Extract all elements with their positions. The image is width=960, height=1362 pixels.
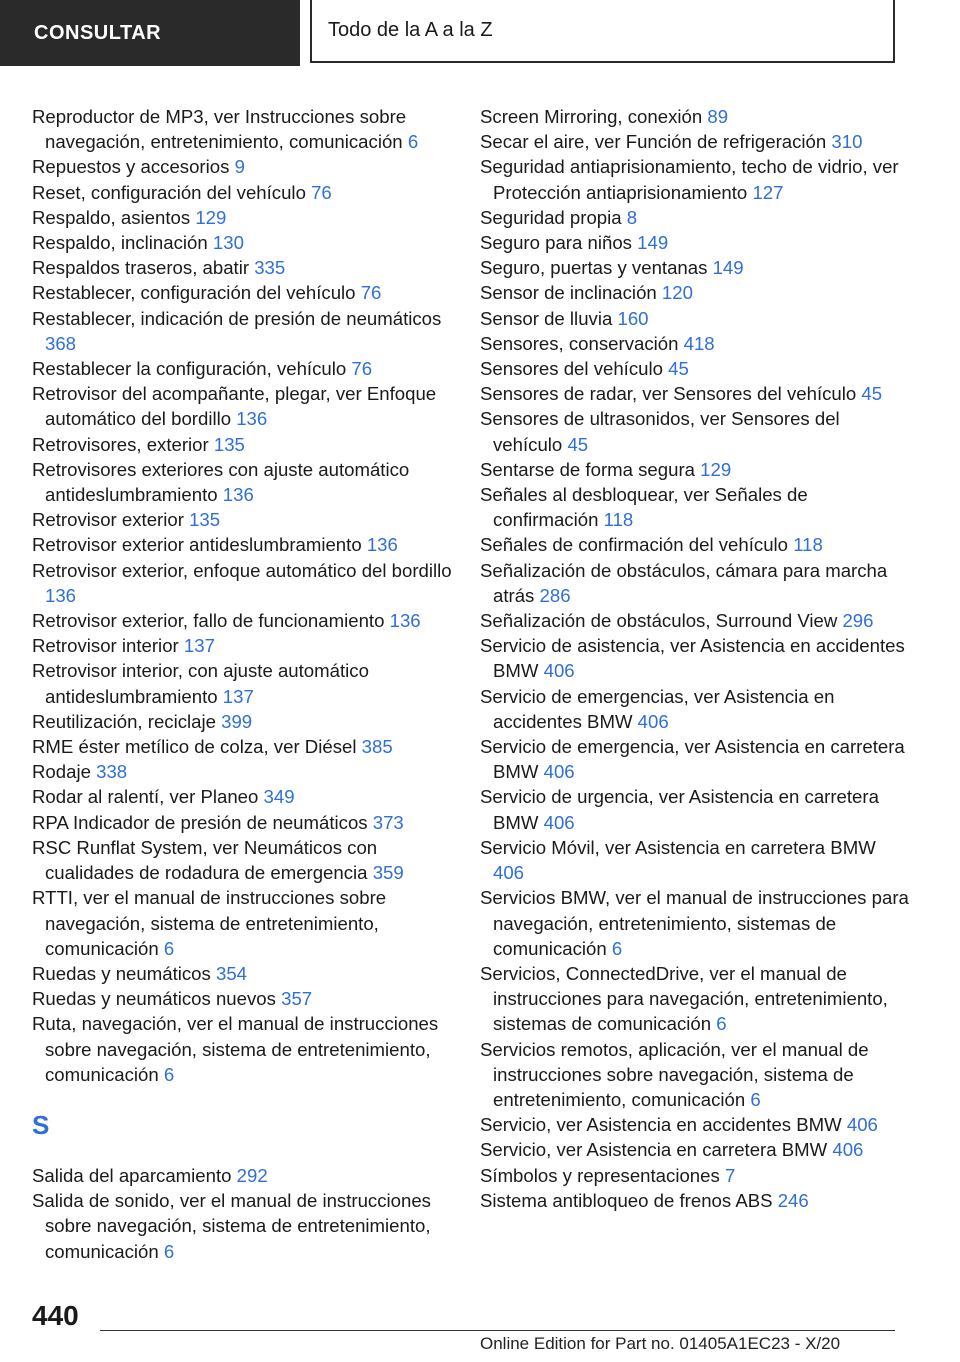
index-entry xyxy=(32,986,452,1011)
page-link[interactable]: 149 xyxy=(637,232,669,254)
index-entry-text: Servicio Móvil, ver Asistencia en carretera BMW xyxy=(480,836,876,858)
page-link[interactable]: 8 xyxy=(626,206,638,228)
index-entry xyxy=(32,532,452,557)
index-entry xyxy=(32,306,452,356)
index-entry-text: Símbolos y representaciones xyxy=(480,1164,720,1186)
index-entry-text: Sentarse de forma segura xyxy=(480,458,695,480)
page-link[interactable]: 76 xyxy=(360,282,382,304)
index-entry-text: Reset, configuración del vehículo xyxy=(32,181,306,203)
page-link[interactable]: 406 xyxy=(832,1139,864,1161)
index-entry xyxy=(32,280,452,305)
edition-note: Online Edition for Part no. 01405A1EC23 - X/20 xyxy=(480,1334,841,1353)
index-entry xyxy=(32,961,452,986)
index-entry xyxy=(480,129,910,154)
index-entry xyxy=(32,1011,452,1087)
index-entry-text: Reutilización, reciclaje xyxy=(32,710,216,732)
index-entry-text: Salida del aparcamiento xyxy=(32,1164,232,1186)
index-entry xyxy=(32,356,452,381)
page-link[interactable]: 136 xyxy=(222,484,254,506)
index-entry-text: Repuestos y accesorios xyxy=(32,156,230,178)
page-link[interactable]: 406 xyxy=(493,862,525,884)
index-entry xyxy=(480,154,910,204)
index-entry-text: Sensores del vehículo xyxy=(480,358,663,380)
index-entry xyxy=(32,784,452,809)
index-entry xyxy=(480,406,910,456)
page-link[interactable]: 6 xyxy=(716,1013,727,1035)
page-link[interactable]: 120 xyxy=(661,282,693,304)
page-link[interactable]: 406 xyxy=(543,761,575,783)
index-entry xyxy=(480,734,910,784)
index-entry xyxy=(32,432,452,457)
index-list-r xyxy=(32,104,452,1087)
page-link[interactable]: 6 xyxy=(407,131,419,153)
page-link[interactable]: 418 xyxy=(683,332,715,354)
index-entry xyxy=(32,810,452,835)
page-link[interactable]: 76 xyxy=(311,181,332,203)
index-entry xyxy=(32,457,452,507)
page-link[interactable]: 292 xyxy=(236,1164,268,1186)
page-link[interactable]: 45 xyxy=(668,358,689,380)
index-entry-text: Retrovisor exterior antideslumbramiento xyxy=(32,534,362,556)
index-entry-text: RPA Indicador de presión de neumáticos xyxy=(32,811,368,833)
index-entry-text: Servicios, ConnectedDrive, ver el manual de instrucciones para navegación, entretenimiento, sistemas de comunicación xyxy=(480,962,888,1035)
index-entry-text: Ruedas y neumáticos nuevos xyxy=(32,988,276,1010)
index-entry-text: RTTI, ver el manual de instrucciones sobre navegación, sistema de entretenimiento, comunicación xyxy=(32,887,387,959)
index-entry-text: Secar el aire, ver Función de refrigeración xyxy=(480,131,827,153)
index-entry-text: Servicio de emergencias, ver Asistencia en accidentes BMW xyxy=(480,685,835,732)
index-entry xyxy=(480,230,910,255)
index-entry xyxy=(32,1163,452,1188)
page-link[interactable]: 373 xyxy=(372,811,404,833)
index-entry xyxy=(32,658,452,708)
index-entry xyxy=(480,961,910,1037)
index-entry xyxy=(32,205,452,230)
index-entry-text: Seguro para niños xyxy=(480,232,632,254)
index-entry xyxy=(32,104,452,154)
index-entry-text: Sensor de inclinación xyxy=(480,282,657,304)
index-entry xyxy=(32,558,452,608)
index-entry xyxy=(32,759,452,784)
index-entry xyxy=(480,608,910,633)
index-entry xyxy=(480,835,910,885)
page-link[interactable]: 137 xyxy=(183,635,215,657)
page-link[interactable]: 357 xyxy=(281,988,313,1010)
page-link[interactable]: 136 xyxy=(236,408,268,430)
index-entry xyxy=(480,482,910,532)
footer-rule xyxy=(100,1330,895,1331)
index-entry xyxy=(32,885,452,961)
index-entry-text: Retrovisor exterior, enfoque automático del bordillo xyxy=(32,559,452,581)
page-link[interactable]: 118 xyxy=(793,534,823,556)
index-entry xyxy=(32,507,452,532)
index-entry-text: Retrovisor exterior xyxy=(32,509,184,531)
page-link[interactable]: 286 xyxy=(539,584,571,606)
index-entry-text: Señales al desbloquear, ver Señales de confirmación xyxy=(480,484,808,531)
index-entry-text: Respaldos traseros, abatir xyxy=(32,257,250,279)
index-entry-text: Servicio de asistencia, ver Asistencia en accidentes BMW xyxy=(480,635,905,682)
index-entry-text: Screen Mirroring, conexión xyxy=(480,106,703,127)
index-entry xyxy=(480,381,910,406)
index-entry-text: Ruta, navegación, ver el manual de instrucciones sobre navegación, sistema de entretenimiento, comunicación xyxy=(32,1013,439,1085)
index-column-right xyxy=(480,104,910,1213)
index-entry xyxy=(480,457,910,482)
index-entry-text: Servicio, ver Asistencia en carretera BMW xyxy=(480,1139,828,1161)
page-link[interactable]: 136 xyxy=(389,610,421,632)
index-entry-text: Reproductor de MP3, ver Instrucciones sobre navegación, entretenimiento, comunicación xyxy=(32,106,407,153)
index-entry-text: Rodar al ralentí, ver Planeo xyxy=(32,786,259,808)
index-list-s-continued xyxy=(480,104,910,1213)
index-entry xyxy=(32,230,452,255)
index-entry xyxy=(480,331,910,356)
page-link[interactable]: 9 xyxy=(234,156,245,178)
page-link[interactable]: 335 xyxy=(254,257,286,279)
page-link[interactable]: 149 xyxy=(712,257,744,279)
index-entry xyxy=(480,558,910,608)
index-entry xyxy=(480,356,910,381)
section-letter: S xyxy=(32,1109,50,1140)
page-header xyxy=(0,0,960,66)
index-entry-text: Sensor de lluvia xyxy=(480,307,613,329)
index-entry-text: Señalización de obstáculos, Surround View xyxy=(480,610,838,632)
index-entry-text: Retrovisores exteriores con ajuste automático antideslumbramiento xyxy=(32,458,410,506)
index-entry xyxy=(480,104,910,129)
index-entry-text: Restablecer, configuración del vehículo xyxy=(32,282,356,304)
index-entry xyxy=(32,734,452,759)
page-link[interactable]: 45 xyxy=(567,433,589,455)
page-link[interactable]: 76 xyxy=(351,358,373,380)
page-link[interactable]: 6 xyxy=(163,937,175,959)
index-entry-text: Seguridad antiaprisionamiento, techo de vidrio, ver Protección antiaprisionamiento xyxy=(480,156,899,203)
page-link[interactable]: 45 xyxy=(861,383,883,405)
index-entry xyxy=(32,255,452,280)
page-link[interactable]: 136 xyxy=(366,534,398,556)
index-entry xyxy=(480,532,910,557)
page-link[interactable]: 7 xyxy=(724,1164,736,1186)
page-link[interactable]: 406 xyxy=(846,1114,878,1136)
page-link[interactable]: 6 xyxy=(611,937,623,959)
page-link[interactable]: 310 xyxy=(831,131,863,153)
index-entry-text: Sistema antibloqueo de frenos ABS xyxy=(480,1189,773,1211)
page-link[interactable]: 246 xyxy=(777,1189,809,1211)
index-entry xyxy=(32,608,452,633)
index-entry xyxy=(32,381,452,431)
index-entry xyxy=(480,1037,910,1113)
page-link[interactable]: 385 xyxy=(361,736,393,758)
index-entry-text: Rodaje xyxy=(32,761,91,783)
page-link[interactable]: 136 xyxy=(45,584,77,606)
index-entry xyxy=(480,1188,910,1213)
index-entry xyxy=(480,784,910,834)
index-entry-text: Retrovisor del acompañante, plegar, ver Enfoque automático del bordillo xyxy=(32,383,437,430)
index-entry xyxy=(480,306,910,331)
index-entry-text: Servicios remotos, aplicación, ver el manual de instrucciones sobre navegación, sistema de entretenimiento, comunicación xyxy=(480,1038,869,1110)
index-entry-text: Retrovisor interior xyxy=(32,635,179,657)
page-link[interactable]: 6 xyxy=(163,1240,175,1262)
section-tab: CONSULTAR xyxy=(0,0,300,66)
page-link[interactable]: 368 xyxy=(45,332,77,354)
page-link[interactable]: 160 xyxy=(617,307,649,329)
index-entry-text: Respaldo, inclinación xyxy=(32,232,208,254)
index-entry-text: Salida de sonido, ver el manual de instrucciones sobre navegación, sistema de entretenimiento, comunicación xyxy=(32,1190,431,1262)
index-entry-text: RME éster metílico de colza, ver Diésel xyxy=(32,736,357,758)
index-entry-text: Señalización de obstáculos, cámara para marcha atrás xyxy=(480,559,888,606)
index-entry-text: Sensores de radar, ver Sensores del vehículo xyxy=(480,383,857,405)
page-link[interactable]: 118 xyxy=(603,509,634,531)
index-entry-text: Seguridad propia xyxy=(480,206,622,228)
page-link[interactable]: 338 xyxy=(96,761,128,783)
index-entry-text: Restablecer, indicación de presión de neumáticos xyxy=(32,307,442,329)
page-link[interactable]: 130 xyxy=(212,232,244,254)
page-link[interactable]: 6 xyxy=(750,1088,761,1110)
page-link[interactable]: 135 xyxy=(189,509,221,531)
index-entry xyxy=(32,1188,452,1264)
page-link[interactable]: 349 xyxy=(263,786,295,808)
chapter-title: Todo de la A a la Z xyxy=(310,0,895,63)
index-entry xyxy=(480,885,910,961)
page-link[interactable]: 296 xyxy=(842,610,874,632)
index-entry-text: Restablecer la configuración, vehículo xyxy=(32,358,347,380)
index-entry-text: Retrovisor exterior, fallo de funcionamiento xyxy=(32,610,385,632)
index-entry xyxy=(480,633,910,683)
index-entry-text: RSC Runflat System, ver Neumáticos con cualidades de rodadura de emergencia xyxy=(32,836,378,884)
index-entry xyxy=(32,180,452,205)
page-link[interactable]: 129 xyxy=(195,206,227,228)
index-entry-text: Servicio de emergencia, ver Asistencia en carretera BMW xyxy=(480,736,905,783)
index-entry-text: Sensores, conservación xyxy=(480,332,679,354)
index-entry xyxy=(32,154,452,179)
index-entry-text: Servicio de urgencia, ver Asistencia en carretera BMW xyxy=(480,786,879,833)
index-entry xyxy=(480,1163,910,1188)
page-link[interactable]: 354 xyxy=(215,962,248,984)
index-list-s xyxy=(32,1163,452,1264)
page-link[interactable]: 89 xyxy=(707,106,729,127)
page-link[interactable]: 359 xyxy=(372,862,404,884)
index-entry xyxy=(480,1137,910,1162)
index-entry-text: Retrovisor interior, con ajuste automático antideslumbramiento xyxy=(32,660,369,707)
index-entry xyxy=(480,280,910,305)
page-link[interactable]: 406 xyxy=(543,811,575,833)
page-link[interactable]: 399 xyxy=(221,710,253,732)
page-link[interactable]: 129 xyxy=(700,458,732,480)
index-entry-text: Señales de confirmación del vehículo xyxy=(480,534,789,556)
index-column-left xyxy=(32,104,452,1264)
index-entry xyxy=(480,684,910,734)
index-entry xyxy=(32,835,452,885)
index-entry-text: Servicios BMW, ver el manual de instrucciones para navegación, entretenimiento, sistemas de comunicación xyxy=(480,887,909,959)
page-link[interactable]: 406 xyxy=(543,660,575,682)
index-entry xyxy=(480,1112,910,1137)
page-number: 440 xyxy=(32,1300,79,1331)
index-entry-text: Servicio, ver Asistencia en accidentes BMW xyxy=(480,1114,842,1136)
index-entry-text: Sensores de ultrasonidos, ver Sensores del vehículo xyxy=(480,408,840,455)
index-entry xyxy=(32,709,452,734)
index-entry-text: Seguro, puertas y ventanas xyxy=(480,257,708,279)
page-link[interactable]: 127 xyxy=(752,181,784,203)
index-entry-text: Retrovisores, exterior xyxy=(32,433,209,455)
index-entry-text: Ruedas y neumáticos xyxy=(32,962,211,984)
index-entry xyxy=(32,633,452,658)
index-entry-text: Respaldo, asientos xyxy=(32,206,191,228)
page-link[interactable]: 6 xyxy=(163,1063,175,1085)
index-entry xyxy=(480,205,910,230)
page-link[interactable]: 137 xyxy=(222,685,254,707)
page-link[interactable]: 406 xyxy=(637,710,669,732)
index-entry xyxy=(480,255,910,280)
page-link[interactable]: 135 xyxy=(213,433,245,455)
